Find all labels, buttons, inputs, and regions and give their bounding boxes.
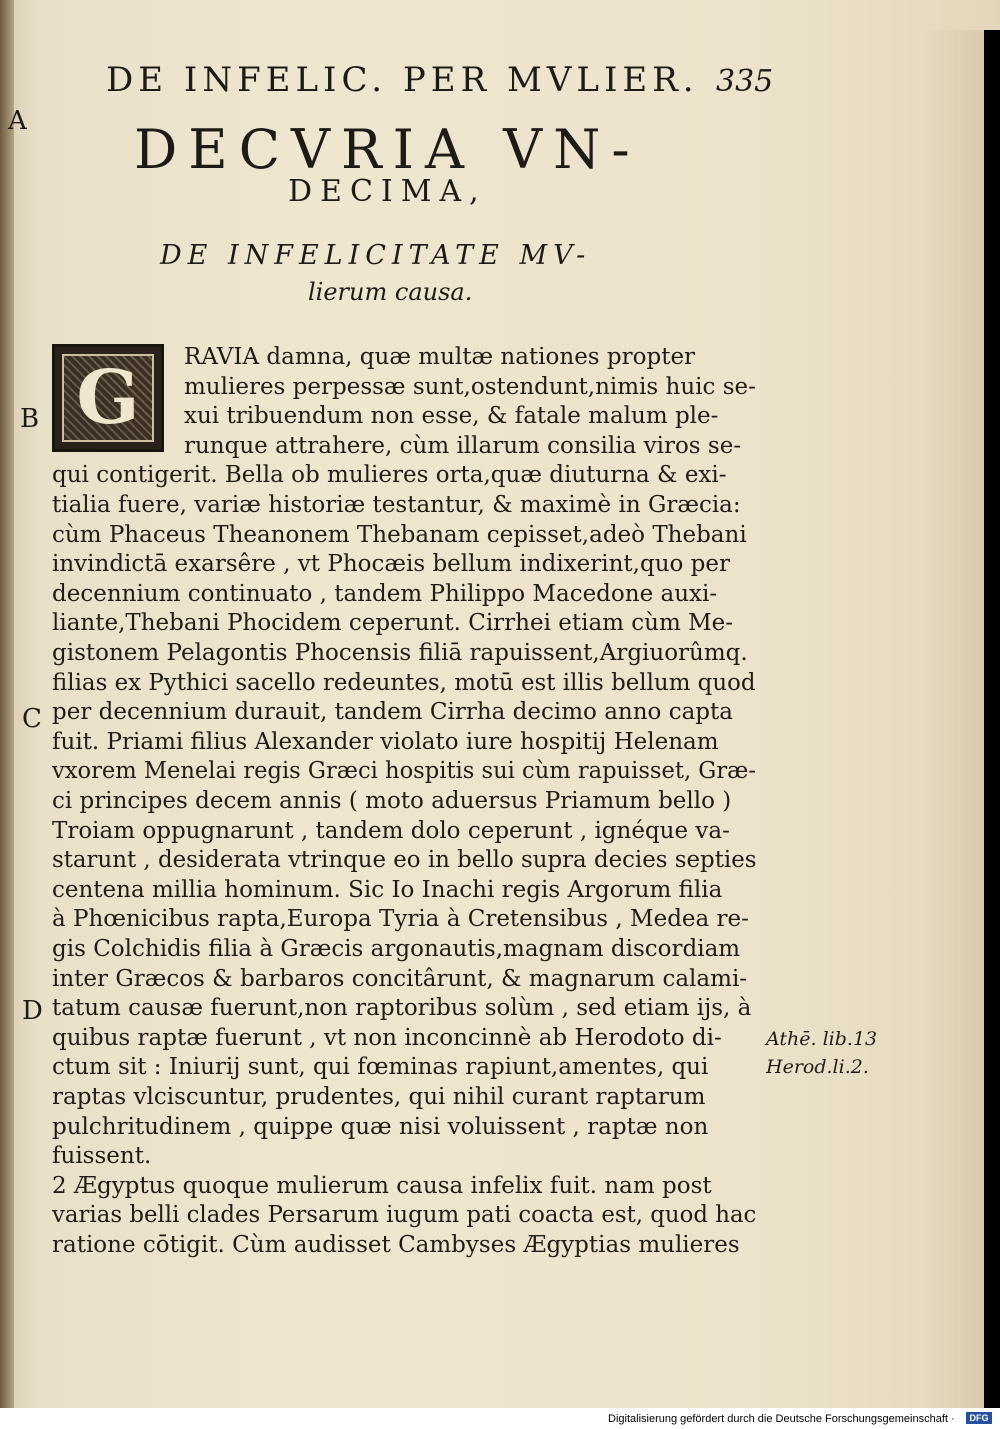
side-note-herodotus: Herod.li.2. xyxy=(766,1056,869,1078)
margin-letter-d: D xyxy=(22,996,43,1026)
side-note-athenaeus: Athē. lib.13 xyxy=(766,1028,878,1050)
body-line: Troiam oppugnarunt , tandem dolo ceperunt , ignéque va- xyxy=(52,817,730,844)
running-head: DE INFELIC. PER MVLIER. xyxy=(106,60,699,100)
chapter-subtitle-line-2: lierum causa. xyxy=(308,278,473,306)
body-line: gistonem Pelagontis Phocensis filiā rapuissent,Argiuorûmq. xyxy=(52,640,748,666)
body-line: quibus raptæ fuerunt , vt non inconcinnè ab Herodoto di- xyxy=(52,1024,722,1051)
page-gutter xyxy=(0,0,14,1408)
chapter-subtitle-line-1: DE INFELICITATE MV- xyxy=(160,240,592,271)
body-line: tatum causæ fuerunt,non raptoribus solùm , sed etiam ijs, à xyxy=(52,995,752,1022)
body-line: starunt , desiderata vtrinque eo in bello supra decies septies xyxy=(52,847,757,874)
body-line: qui contigerit. Bella ob mulieres orta,quæ diuturna & exi- xyxy=(52,462,727,489)
body-line: centena millia hominum. Sic Io Inachi regis Argorum filia xyxy=(52,876,723,903)
body-line: ratione cōtigit. Cùm audisset Cambyses Ægyptias mulieres xyxy=(52,1232,740,1258)
margin-letter-c: C xyxy=(22,704,42,734)
body-line: 2 Ægyptus quoque mulierum causa infelix fuit. nam post xyxy=(52,1172,712,1199)
body-line: ctum sit : Iniurij sunt, qui fœminas rapiunt,amentes, qui xyxy=(52,1054,709,1081)
body-line: gis Colchidis filia à Græcis argonautis,magnam discordiam xyxy=(52,936,741,962)
body-line: decennium continuato , tandem Philippo Macedone auxi- xyxy=(52,580,718,607)
body-line: fuissent. xyxy=(52,1143,152,1170)
adjacent-page-edge xyxy=(920,30,984,1408)
footer-credit: Digitalisierung gefördert durch die Deutsche Forschungsgemeinschaft · xyxy=(608,1413,955,1425)
body-line: mulieres perpessæ sunt,ostendunt,nimis huic se- xyxy=(184,373,756,400)
body-line: filias ex Pythici sacello redeuntes, motū est illis bellum quod xyxy=(52,669,756,696)
page-number: 335 xyxy=(716,64,774,99)
body-line: per decennium durauit, tandem Cirrha decimo anno capta xyxy=(52,699,733,726)
body-line: xui tribuendum non esse, & fatale malum ple- xyxy=(184,403,719,430)
body-line: cùm Phaceus Theanonem Thebanam cepisset,adeò Thebani xyxy=(52,521,747,548)
chapter-title-line-1: DECVRIA VN- xyxy=(134,118,641,181)
body-line: vxorem Menelai regis Græci hospitis sui cùm rapuisset, Græ- xyxy=(52,758,756,785)
margin-letter-a: A xyxy=(8,106,27,136)
body-line: inter Græcos & barbaros concitârunt, & magnarum calami- xyxy=(52,965,748,992)
body-line: invindictā exarsêre , vt Phocæis bellum indixerint,quo per xyxy=(52,551,731,578)
body-line: ci principes decem annis ( moto aduersus Priamum bello ) xyxy=(52,788,732,814)
body-line: runque attrahere, cùm illarum consilia viros se- xyxy=(184,432,742,459)
body-line: raptas vlciscuntur, prudentes, qui nihil curant raptarum xyxy=(52,1084,706,1110)
dfg-logo: DFG xyxy=(966,1412,992,1424)
body-line: fuit. Priami filius Alexander violato iure hospitij Helenam xyxy=(52,728,719,755)
body-line: varias belli clades Persarum iugum pati coacta est, quod hac xyxy=(52,1202,757,1229)
body-line: RAVIA damna, quæ multæ nationes propter xyxy=(184,344,696,370)
margin-letter-b: B xyxy=(20,404,40,434)
body-line: à Phœnicibus rapta,Europa Tyria à Cretensibus , Medea re- xyxy=(52,906,749,933)
body-line: pulchritudinem , quippe quæ nisi voluissent , raptæ non xyxy=(52,1113,709,1140)
decorated-initial xyxy=(52,344,164,452)
body-line: liante,Thebani Phocidem ceperunt. Cirrhei etiam cùm Me- xyxy=(52,610,734,637)
body-line: tialia fuere, variæ historiæ testantur, & maximè in Græcia: xyxy=(52,492,741,518)
chapter-title-line-2: DECIMA, xyxy=(288,174,487,209)
initial-letter: G xyxy=(76,355,140,441)
